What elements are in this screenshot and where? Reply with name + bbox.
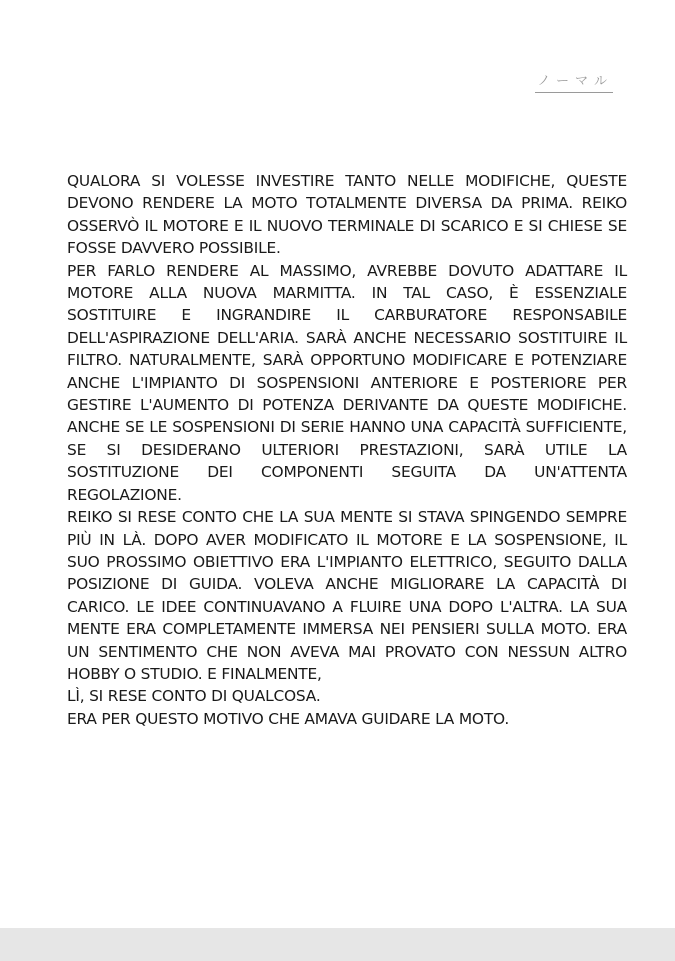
- paragraph: PER FARLO RENDERE AL MASSIMO, AVREBBE DOVUTO ADATTARE IL MOTORE ALLA NUOVA MARMITTA. IN TAL CASO, È ESSENZIALE SOSTITUIRE E INGRANDIRE IL CARBURATORE RESPONSABILE DELL'ASPIRAZIONE DELL'ARIA. SARÀ ANCHE NECESSARIO SOSTITUIRE IL FILTRO. NATURALMENTE, SARÀ OPPORTUNO MODIFICARE E POTENZIARE ANCHE L'IMPIANTO DI SOSPENSIONI ANTERIORE E POSTERIORE PER GESTIRE L'AUMENTO DI POTENZA DERIVANTE DA QUESTE MODIFICHE. ANCHE SE LE SOSPENSIONI DI SERIE HANNO UNA CAPACITÀ SUFFICIENTE, SE SI DESIDERANO ULTERIORI PRESTAZIONI, SARÀ UTILE LA SOSTITUZIONE DEI COMPONENTI SEGUITA DA UN'ATTENTA REGOLAZIONE.: [67, 261, 627, 504]
- paragraph: LÌ, SI RESE CONTO DI QUALCOSA.: [67, 687, 321, 706]
- paragraph: REIKO SI RESE CONTO CHE LA SUA MENTE SI STAVA SPINGENDO SEMPRE PIÙ IN LÀ. DOPO AVER MODIFICATO IL MOTORE E LA SOSPENSIONE, IL SUO PROSSIMO OBIETTIVO ERA L'IMPIANTO ELETTRICO, SEGUITO DALLA POSIZIONE DI GUIDA. VOLEVA ANCHE MIGLIORARE LA CAPACITÀ DI CARICO. LE IDEE CONTINUAVANO A FLUIRE UNA DOPO L'ALTRA. LA SUA MENTE ERA COMPLETAMENTE IMMERSA NEI PENSIERI SULLA MOTO. ERA UN SENTIMENTO CHE NON AVEVA MAI PROVATO CON NESSUN ALTRO HOBBY O STUDIO. E FINALMENTE,: [67, 508, 627, 683]
- viewer-bottom-bar: [0, 928, 675, 961]
- paragraph: QUALORA SI VOLESSE INVESTIRE TANTO NELLE MODIFICHE, QUESTE DEVONO RENDERE LA MOTO TOTALMENTE DIVERSA DA PRIMA. REIKO OSSERVÒ IL MOTORE E IL NUOVO TERMINALE DI SCARICO E SI CHIESE SE FOSSE DAVVERO POSSIBILE.: [67, 172, 627, 258]
- paragraph: ERA PER QUESTO MOTIVO CHE AMAVA GUIDARE LA MOTO.: [67, 709, 510, 728]
- body-text: [67, 170, 627, 730]
- chapter-tag: ノーマル: [535, 70, 613, 93]
